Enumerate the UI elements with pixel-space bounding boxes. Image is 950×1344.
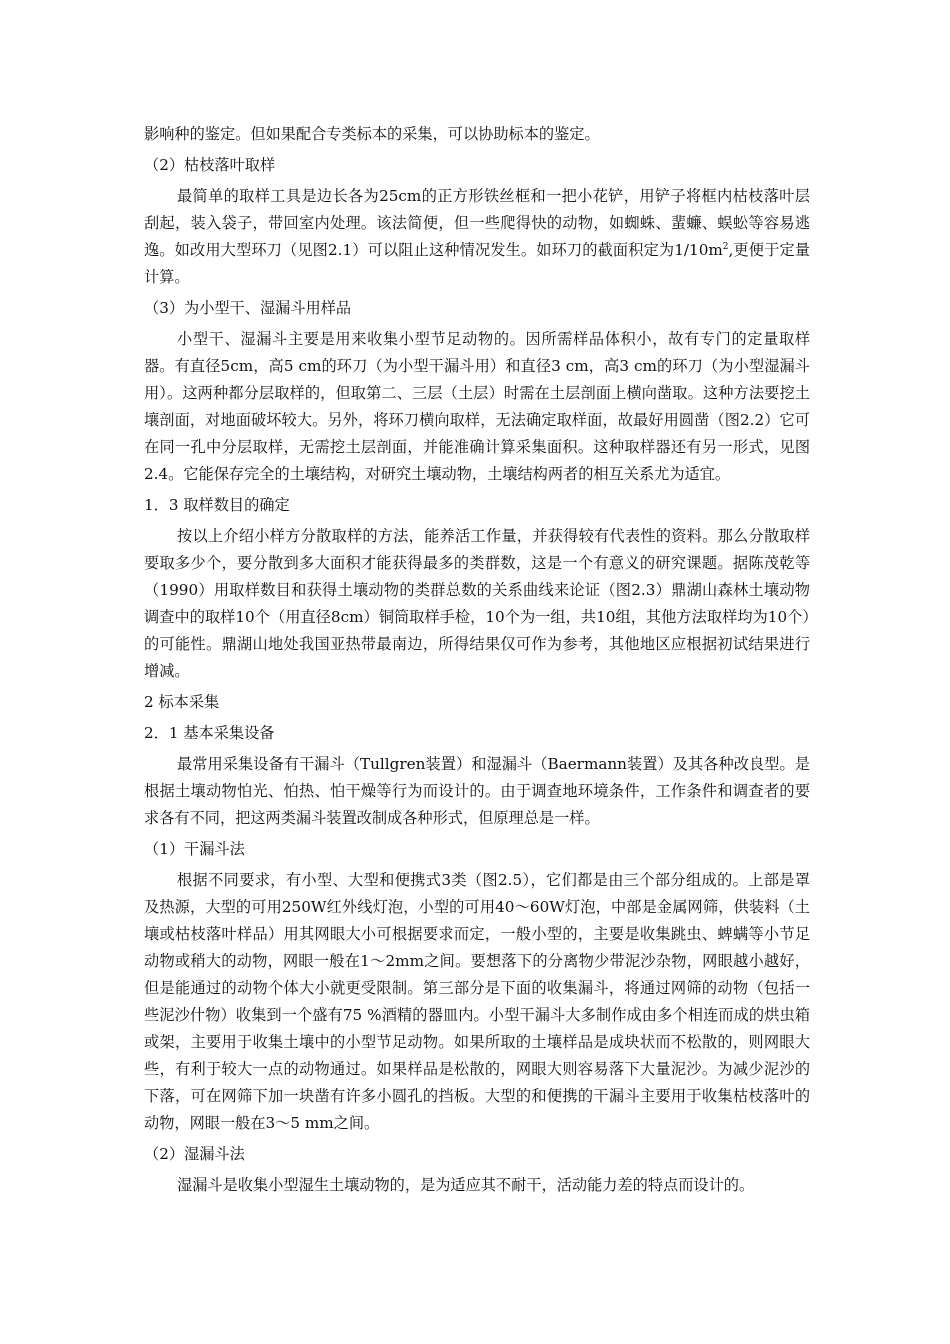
heading-sample-number: 1．3 取样数目的确定	[144, 496, 290, 514]
heading-dry-funnel: （1）干漏斗法	[144, 840, 245, 858]
paragraph-tail: ,更便于定量计算。	[144, 241, 810, 286]
paragraph-dry-funnel: 根据不同要求，有小型、大型和便携式3类（图2.5），它们都是由三个部分组成的。上部是罩及热源，大型的可用250W红外线灯泡，小型的可用40～60W灯泡，中部是金属网筛，供装料（土壤或枯枝落叶样品）用其网眼大小可根据要求而定，一般小型的，主要是收集跳虫、蜱螨等小节足动物或稍大的动物，网眼一般在1～2mm之间。要想落下的分离物少带泥沙杂物，网眼越小越好，但是能通过的动物个体大小就更受限制。第三部分是下面的收集漏斗，将通过网筛的动物（包括一些泥沙什物）收集到一个盛有75 %酒精的器皿内。小型干漏斗大多制作成由多个相连而成的烘虫箱或架，主要用于收集土壤中的小型节足动物。如果所取的土壤样品是成块状而不松散的，则网眼大些，有利于较大一点的动物通过。如果样品是松散的，网眼大则容易落下大量泥沙。为减少泥沙的下落，可在网筛下加一块凿有许多小圆孔的挡板。大型的和便携的干漏斗主要用于收集枯枝落叶的动物，网眼一般在3～5 mm之间。	[144, 871, 810, 1132]
paragraph-litter-sampling	[144, 183, 810, 291]
heading-wet-funnel: （2）湿漏斗法	[144, 1145, 245, 1163]
paragraph-funnel-samples: 小型干、湿漏斗主要是用来收集小型节足动物的。因所需样品体积小，故有专门的定量取样器。有直径5cm，高5 cm的环刀（为小型干漏斗用）和直径3 cm，高3 cm的环刀（为小型湿漏斗用）。这两种都分层取样的，但取第二、三层（土层）时需在土层剖面上横向凿取。这种方法要挖土壤剖面，对地面破坏较大。另外，将环刀横向取样，无法确定取样面，故最好用圆凿（图2.2）它可在同一孔中分层取样，无需挖土层剖面，并能准确计算采集面积。这种取样器还有另一形式，见图2.4。它能保存完全的土壤结构，对研究土壤动物，土壤结构两者的相互关系尤为适宜。	[144, 330, 810, 483]
paragraph-continued: 影响种的鉴定。但如果配合专类标本的采集，可以协助标本的鉴定。	[144, 125, 600, 143]
paragraph-text: 最简单的取样工具是边长各为25cm的正方形铁丝框和一把小花铲，用铲子将框内枯枝落叶层刮起，装入袋子，带回室内处理。该法简便，但一些爬得快的动物，如蜘蛛、蜚蠊、蜈蚣等容易逃逸。如改用大型环刀（见图2.1）可以阻止这种情况发生。如环刀的截面积定为1/10m	[144, 187, 810, 259]
heading-basic-equipment: 2．1 基本采集设备	[144, 724, 275, 742]
heading-specimen-collection: 2 标本采集	[144, 693, 220, 711]
document-body	[144, 121, 810, 1199]
heading-litter-sampling: （2）枯枝落叶取样	[144, 156, 276, 174]
paragraph-basic-equipment: 最常用采集设备有干漏斗（Tullgren装置）和湿漏斗（Baermann装置）及其各种改良型。是根据土壤动物怕光、怕热、怕干燥等行为而设计的。由于调查地环境条件，工作条件和调查者的要求各有不同，把这两类漏斗装置改制成各种形式，但原理总是一样。	[144, 755, 810, 827]
heading-funnel-samples: （3）为小型干、湿漏斗用样品	[144, 299, 352, 317]
superscript: 2	[722, 241, 729, 252]
paragraph-sample-number: 按以上介绍小样方分散取样的方法，能养活工作量，并获得较有代表性的资料。那么分散取样要取多少个，要分散到多大面积才能获得最多的类群数，这是一个有意义的研究课题。据陈茂乾等（1990）用取样数目和获得土壤动物的类群总数的关系曲线来论证（图2.3）鼎湖山森林土壤动物调查中的取样10个（用直径8cm）铜筒取样手检，10个为一组，共10组，其他方法取样均为10个）的可能性。鼎湖山地处我国亚热带最南边，所得结果仅可作为参考，其他地区应根据初试结果进行增减。	[144, 527, 810, 680]
paragraph-wet-funnel: 湿漏斗是收集小型湿生土壤动物的，是为适应其不耐干，活动能力差的特点而设计的。	[177, 1176, 755, 1194]
